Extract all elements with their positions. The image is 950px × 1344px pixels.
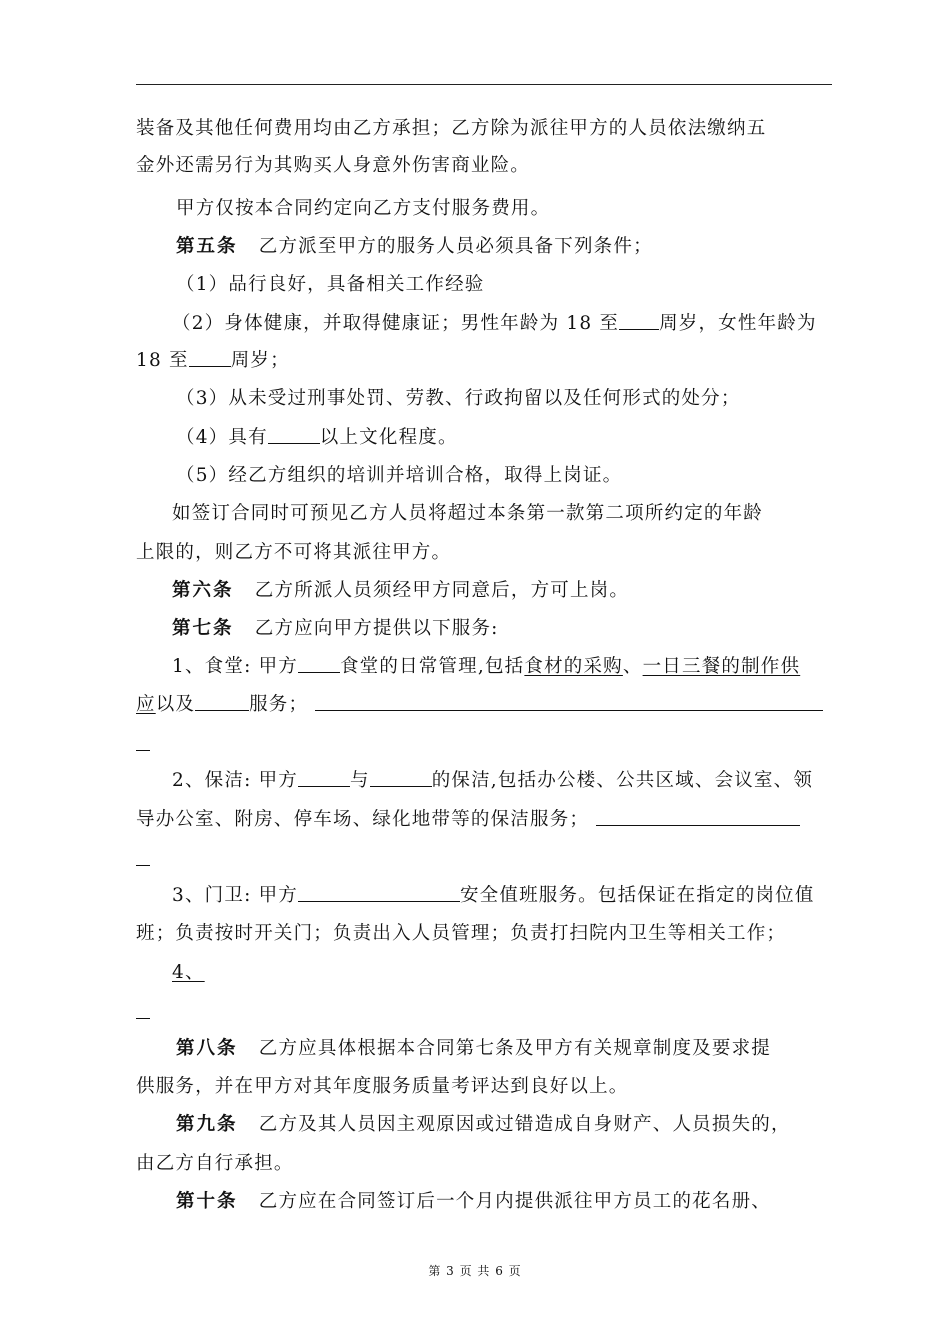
condition-1: （1）品行良好，具备相关工作经验	[176, 274, 485, 295]
blank-stub	[136, 750, 150, 751]
condition-2-cont: 18 至 周岁；	[136, 350, 290, 371]
service-2-cont: 导办公室、附房、停车场、绿化地带等的保洁服务；	[136, 807, 800, 833]
blank-field	[268, 425, 320, 444]
paragraph-line: 装备及其他任何费用均由乙方承担；乙方除为派往甲方的人员依法缴纳五	[136, 118, 767, 139]
service-4: 4、	[172, 962, 205, 983]
header-rule	[136, 84, 832, 85]
page-number: 第 3 页 共 6 页	[428, 1264, 522, 1278]
service-1-cont: 应以及 服务；	[136, 692, 823, 718]
blank-field	[596, 807, 800, 826]
article-heading: 第六条	[172, 580, 234, 601]
service-1: 1、食堂: 甲方 食堂的日常管理,包括食材的采购、一日三餐的制作供	[172, 656, 801, 677]
blank-stub	[136, 1018, 150, 1019]
blank-field	[619, 311, 659, 330]
condition-5: （5）经乙方组织的培训并培训合格，取得上岗证。	[176, 465, 623, 486]
blank-field	[195, 692, 249, 711]
article-8: 第八条 乙方应具体根据本合同第七条及甲方有关规章制度及要求提	[176, 1038, 771, 1059]
paragraph-line: 甲方仅按本合同约定向乙方支付服务费用。	[176, 198, 551, 219]
service-3: 3、门卫: 甲方 安全值班服务。包括保证在指定的岗位值	[172, 885, 815, 906]
blank-field	[315, 692, 823, 711]
blank-field	[189, 348, 231, 367]
article-6: 第六条 乙方所派人员须经甲方同意后，方可上岗。	[172, 580, 630, 601]
paragraph-line: 金外还需另行为其购买人身意外伤害商业险。	[136, 155, 531, 176]
article-heading: 第十条	[176, 1191, 238, 1212]
article-heading: 第七条	[172, 618, 234, 639]
condition-2: （2）身体健康，并取得健康证；男性年龄为 18 至 周岁，女性年龄为	[172, 313, 817, 334]
article-7: 第七条 乙方应向甲方提供以下服务:	[172, 618, 499, 639]
paragraph-line: 如签订合同时可预见乙方人员将超过本条第一款第二项所约定的年龄	[172, 503, 764, 524]
blank-field	[370, 768, 432, 787]
blank-stub	[136, 865, 150, 866]
blank-field	[298, 768, 350, 787]
paragraph-line: 供服务，并在甲方对其年度服务质量考评达到良好以上。	[136, 1076, 629, 1097]
article-heading: 第九条	[176, 1114, 238, 1135]
article-heading: 第八条	[176, 1038, 238, 1059]
paragraph-line: 由乙方自行承担。	[136, 1153, 294, 1174]
paragraph-line: 上限的，则乙方不可将其派往甲方。	[136, 542, 452, 563]
blank-field	[298, 654, 340, 673]
service-3-cont: 班；负责按时开关门；负责出入人员管理；负责打扫院内卫生等相关工作；	[136, 923, 787, 944]
article-5: 第五条 乙方派至甲方的服务人员必须具备下列条件；	[176, 236, 653, 257]
article-10: 第十条 乙方应在合同签订后一个月内提供派往甲方员工的花名册、	[176, 1191, 771, 1212]
service-2: 2、保洁: 甲方 与 的保洁,包括办公楼、公共区域、会议室、领	[172, 770, 814, 791]
condition-3: （3）从未受过刑事处罚、劳教、行政拘留以及任何形式的处分；	[176, 388, 741, 409]
blank-field	[298, 883, 460, 902]
article-heading: 第五条	[176, 236, 238, 257]
condition-4: （4）具有 以上文化程度。	[176, 427, 458, 448]
article-9: 第九条 乙方及其人员因主观原因或过错造成自身财产、人员损失的，	[176, 1114, 791, 1135]
